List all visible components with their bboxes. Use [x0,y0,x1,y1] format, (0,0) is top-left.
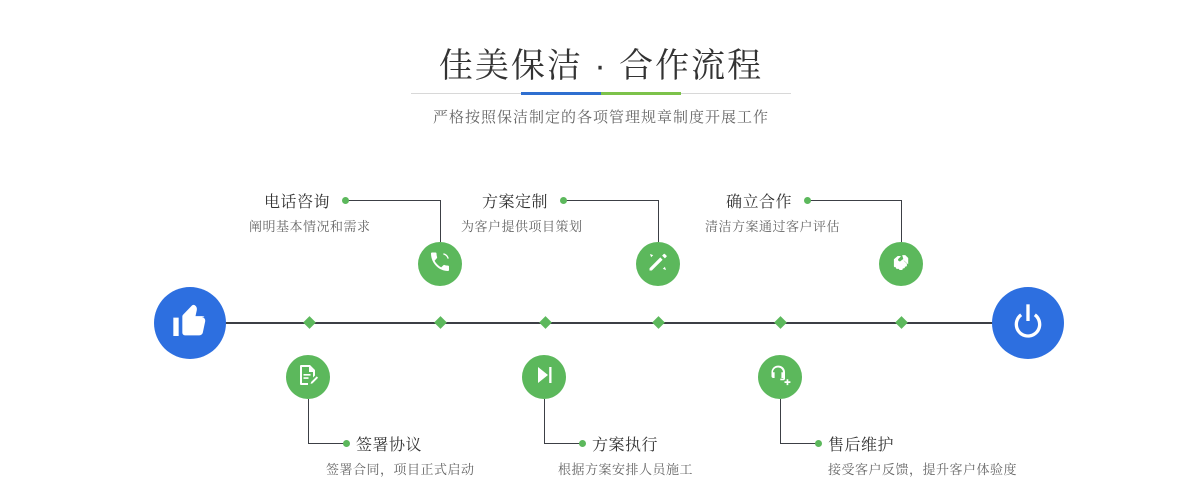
step-icon-circle-1 [418,242,462,286]
connector-line [440,200,441,242]
connector-dot [342,197,349,204]
step-desc-6: 接受客户反馈，提升客户体验度 [828,462,1018,477]
axis-node [895,316,908,329]
step-icon-circle-5 [879,242,923,286]
connector-line [544,443,582,444]
connector-line [308,443,346,444]
phone-call-icon [428,250,452,279]
connector-line [780,443,818,444]
step-label-6: 售后维护 [828,437,895,454]
connector-line [564,200,659,201]
step-desc-3: 为客户提供项目策划 [461,219,583,234]
axis-node [652,316,665,329]
step-desc-5: 清洁方案通过客户评估 [705,219,841,234]
step-label-4: 方案执行 [592,437,659,454]
step-icon-circle-6 [758,355,802,399]
power-icon [1008,301,1048,346]
play-forward-icon [532,363,556,392]
axis-node [303,316,316,329]
step-desc-2: 签署合同，项目正式启动 [326,462,475,477]
connector-dot [815,440,822,447]
pen-ruler-icon [646,250,670,279]
connector-line [780,399,781,443]
step-label-3: 方案定制 [482,194,549,211]
connector-line [808,200,902,201]
connector-line [346,200,441,201]
customer-support-icon [768,363,792,392]
step-label-5: 确立合作 [726,194,793,211]
step-icon-circle-4 [522,355,566,399]
title-divider-accent-green [601,92,681,95]
step-label-1: 电话咨询 [264,194,331,211]
handshake-icon [889,250,913,279]
step-desc-4: 根据方案安排人员施工 [558,462,694,477]
connector-line [544,399,545,443]
connector-dot [343,440,350,447]
axis-node [539,316,552,329]
thumbs-up-icon [170,301,210,346]
document-edit-icon [296,363,320,392]
timeline-start-icon-circle [154,287,226,359]
step-icon-circle-2 [286,355,330,399]
timeline-end-icon-circle [992,287,1064,359]
page-title: 佳美保洁 · 合作流程 [438,47,764,85]
connector-line [658,200,659,242]
page-subtitle: 严格按照保洁制定的各项管理规章制度开展工作 [432,109,769,126]
connector-line [308,399,309,443]
axis-node [434,316,447,329]
connector-line [901,200,902,242]
connector-dot [579,440,586,447]
axis-node [774,316,787,329]
step-icon-circle-3 [636,242,680,286]
title-divider-accent-blue [521,92,601,95]
connector-dot [560,197,567,204]
connector-dot [804,197,811,204]
step-desc-1: 阐明基本情况和需求 [249,219,371,234]
step-label-2: 签署协议 [356,437,423,454]
